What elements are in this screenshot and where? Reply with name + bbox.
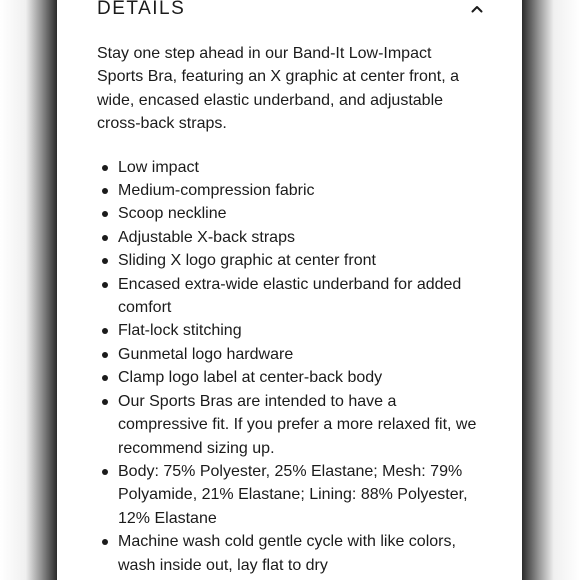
feature-list: [97, 156, 480, 577]
feature-item: Body: 75% Polyester, 25% Elastane; Mesh: 79% Polyamide, 21% Elastane; Lining: 88% Polyester, 12% Elastane: [97, 460, 480, 530]
feature-item: Scoop neckline: [97, 202, 480, 225]
feature-item: Low impact: [97, 156, 480, 179]
feature-item: Machine wash cold gentle cycle with like colors, wash inside out, lay flat to dry: [97, 530, 480, 577]
details-content: [97, 42, 480, 577]
product-description: Stay one step ahead in our Band-It Low-Impact Sports Bra, featuring an X graphic at center front, a wide, encased elastic underband, and adjustable cross-back straps.: [97, 45, 459, 133]
feature-item: Clamp logo label at center-back body: [97, 366, 480, 389]
details-panel: [57, 0, 522, 580]
feature-item: Flat-lock stitching: [97, 319, 480, 342]
feature-item: Adjustable X-back straps: [97, 226, 480, 249]
details-header[interactable]: [97, 0, 486, 24]
left-blurred-edge: [0, 0, 57, 580]
feature-item: Medium-compression fabric: [97, 179, 480, 202]
feature-item: Sliding X logo graphic at center front: [97, 249, 480, 272]
feature-item: Gunmetal logo hardware: [97, 343, 480, 366]
feature-item: Encased extra-wide elastic underband for added comfort: [97, 273, 480, 320]
right-blurred-edge: [522, 0, 580, 580]
feature-item: Our Sports Bras are intended to have a compressive fit. If you prefer a more relaxed fit, we recommend sizing up.: [97, 390, 480, 460]
chevron-up-icon[interactable]: [468, 0, 486, 18]
details-title: DETAILS: [97, 0, 186, 19]
